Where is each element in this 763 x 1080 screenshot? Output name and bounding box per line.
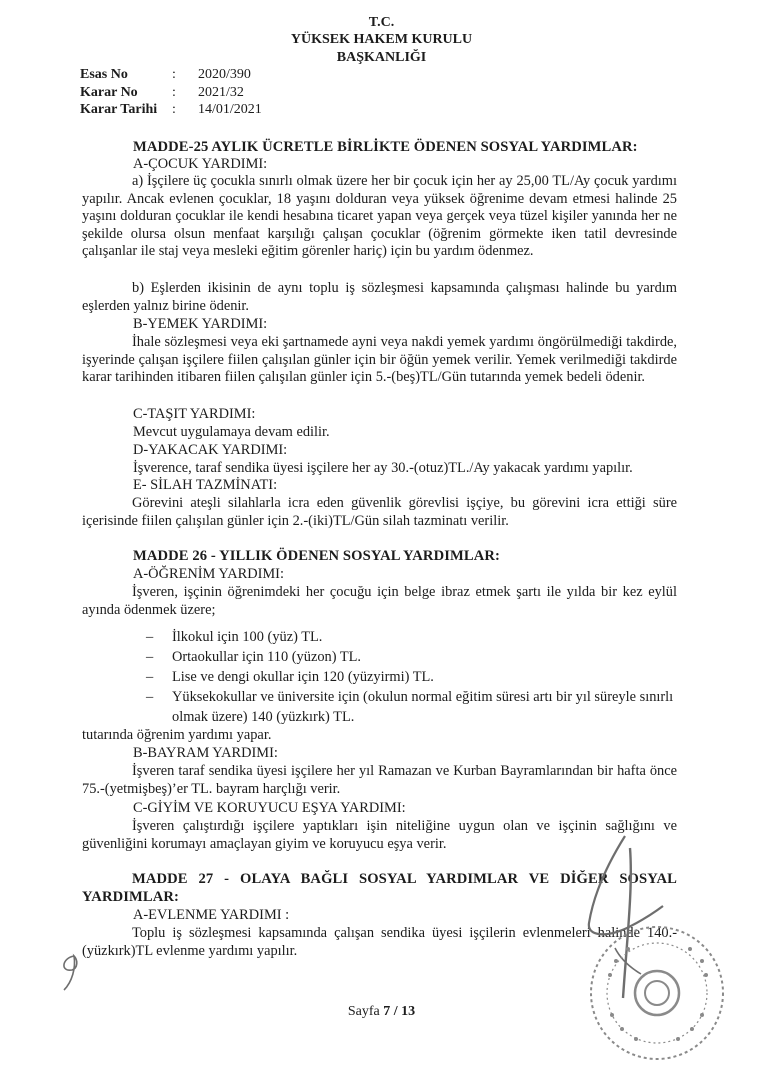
meta-sep: : <box>172 84 176 100</box>
page-value: 7 / 13 <box>383 1004 416 1019</box>
article-25-a-title: A-ÇOCUK YARDIMI: <box>133 156 268 172</box>
education-aid-list <box>146 627 676 727</box>
meta-key: Karar Tarihi <box>80 102 158 117</box>
meta-row-karar <box>80 84 262 102</box>
article-25-d-title: D-YAKACAK YARDIMI: <box>133 442 288 458</box>
list-dash: – <box>146 689 154 705</box>
article-26-c-p: İşveren çalıştırdığı işçilere yaptıkları işin niteliğine uygun olan ve işçinin sağlığını ve güvenliğini korumayı amaçlayan giyim ve koruyucu eşya verir. <box>82 818 677 852</box>
seal-stamp <box>572 915 742 1065</box>
article-26-title: MADDE 26 - YILLIK ÖDENEN SOSYAL YARDIMLAR: <box>133 548 500 564</box>
header-tc: T.C. <box>368 15 395 30</box>
article-26-a-tail: tutarında öğrenim yardımı yapar. <box>82 727 272 743</box>
list-item-text: Ortaokullar için 110 (yüzon) TL. <box>172 649 362 665</box>
article-27-a-title: A-EVLENME YARDIMI : <box>133 907 290 923</box>
article-25-c-title: C-TAŞIT YARDIMI: <box>133 406 256 422</box>
meta-sep: : <box>172 102 176 117</box>
article-25-c-p: Mevcut uygulamaya devam edilir. <box>133 424 330 440</box>
list-item <box>146 647 676 667</box>
article-25-e-p: Görevini ateşli silahlarla icra eden güvenlik görevlisi işçiye, bu görevini icra ettiği süre içerisinde fiilen çalışılan günler için 2.-(iki)TL/Gün silah tazminatı verilir. <box>82 495 677 529</box>
article-27-title: MADDE 27 - OLAYA BAĞLI SOSYAL YARDIMLAR VE DİĞER SOSYAL YARDIMLAR: <box>82 871 677 905</box>
header-presidency: BAŞKANLIĞI <box>336 50 427 65</box>
article-26-a-p: İşveren, işçinin öğrenimdeki her çocuğu için belge ibraz etmek şartı ile yılda bir kez eylül ayında ödenmek üzere; <box>82 584 677 618</box>
article-25-e-title: E- SİLAH TAZMİNATI: <box>133 477 278 493</box>
meta-row-tarih <box>80 101 262 119</box>
article-26-b-title: B-BAYRAM YARDIMI: <box>133 745 278 761</box>
header-institution: YÜKSEK HAKEM KURULU <box>290 32 473 47</box>
case-meta <box>80 66 262 119</box>
article-25-a-p2: b) Eşlerden ikisinin de aynı toplu iş sözleşmesi kapsamında çalışması halinde bu yardım eşlerden yalnız birine ödenir. <box>82 280 677 314</box>
article-25-b-p: İhale sözleşmesi veya eki şartnamede ayni veya nakdi yemek yardımı öngörülmediği takdirde, işyerinde çalışan işçilere fiilen çalışılan günler için bir öğün yemek verilir. Yemek verilmediği takdirde karar tarihinden itibaren fiilen çalışılan günler için 5.-(beş)TL/Gün tutarında yemek bedeli ödenir. <box>82 334 677 386</box>
list-dash: – <box>146 669 154 685</box>
meta-value: 14/01/2021 <box>198 102 262 117</box>
article-26-b-p: İşveren taraf sendika üyesi işçilere her yıl Ramazan ve Kurban Bayramlarından bir hafta önce 75.-(yetmişbeş)’er TL. bayram harçlığı verir. <box>82 763 677 797</box>
list-item <box>146 687 676 727</box>
meta-row-esas <box>80 66 262 84</box>
list-item-text: İlkokul için 100 (yüz) TL. <box>172 629 323 645</box>
article-25-d-p: İşverence, taraf sendika üyesi işçilere her ay 30.-(otuz)TL./Ay yakacak yardımı yapılır. <box>133 460 633 476</box>
article-25-title: MADDE-25 AYLIK ÜCRETLE BİRLİKTE ÖDENEN SOSYAL YARDIMLAR: <box>133 139 638 155</box>
list-dash: – <box>146 629 154 645</box>
article-25-a-p1: a) İşçilere üç çocukla sınırlı olmak üzere her bir çocuk için her ay 25,00 TL/Ay çocuk yardımı yapılır. Ancak evlenen çocuklar, 18 yaşını dolduran veya yüksek öğrenime devam etmesi halinde 25 yaşını dolduran çocuklar ile kendi hesabına ticaret yapan veya gerçek veya tüzel kişiler yanında her ne şekilde olursa olsun menfaat karşılığı çalışan çocuklar (öğrenim görmekte iken tatil devresinde çalışanlar ile staj veya mesleki eğitim görenler hariç) için bu yardım ödenmez. <box>82 173 677 260</box>
meta-sep: : <box>172 67 176 82</box>
article-25-b-title: B-YEMEK YARDIMI: <box>133 316 268 332</box>
list-item-text: Lise ve dengi okullar için 120 (yüzyirmi) TL. <box>172 669 434 685</box>
list-item <box>146 627 676 647</box>
article-26-c-title: C-GİYİM VE KORUYUCU EŞYA YARDIMI: <box>133 800 406 816</box>
page-label: Sayfa <box>347 1004 380 1019</box>
article-26-a-title: A-ÖĞRENİM YARDIMI: <box>133 566 284 582</box>
article-27-a-p: Toplu iş sözleşmesi kapsamında çalışan sendika üyesi işçilerin evlenmeleri halinde 140.-(yüzkırk)TL evlenme yardımı yapılır. <box>82 925 677 959</box>
meta-key: Esas No <box>80 67 128 82</box>
list-item-text: Yüksekokullar ve üniversite için (okulun normal eğitim süresi artı bir yıl süreyle sınırlı olmak üzere) 140 (yüzkırk) TL. <box>172 689 674 725</box>
list-dash: – <box>146 649 154 665</box>
meta-key: Karar No <box>80 84 138 100</box>
meta-value: 2021/32 <box>198 84 244 100</box>
list-item <box>146 667 676 687</box>
meta-value: 2020/390 <box>198 67 251 82</box>
initial-mark <box>56 950 86 994</box>
